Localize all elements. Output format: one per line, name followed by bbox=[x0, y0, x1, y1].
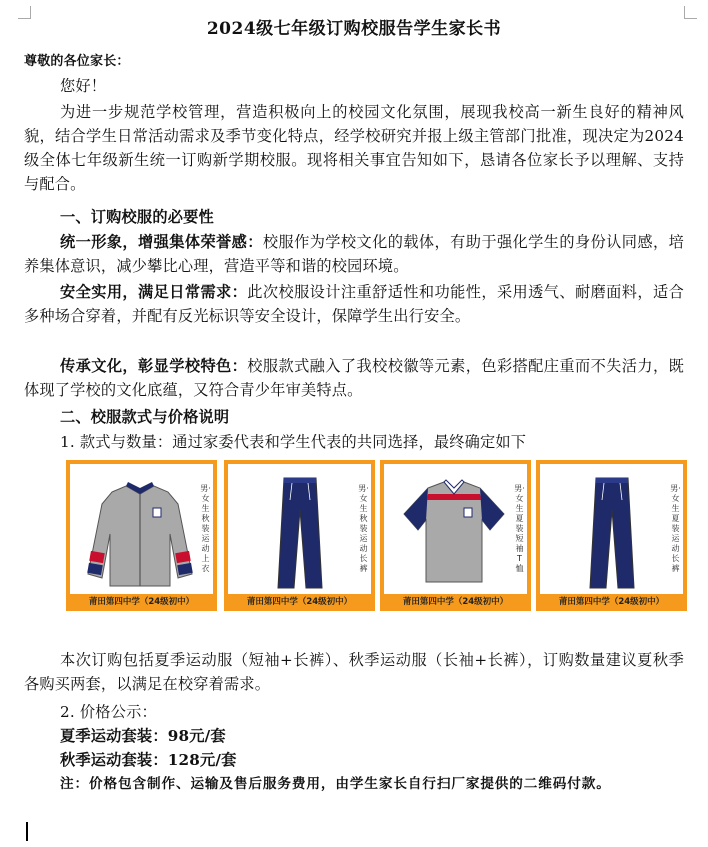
intro-paragraph: 为进一步规范学校管理，营造积极向上的校园文化氛围，展现我校高一新生良好的精神风貌，结合学生日常活动需求及季节变化特点，经学校研究并报上级主管部门批准，现决定为2024级全体七年级新生统一订购新学期校服。现将相关事宜告知如下，恳请各位家长予以理解、支持与配合。 bbox=[24, 103, 684, 193]
point-2-lead: 安全实用，满足日常需求： bbox=[60, 283, 248, 301]
section2-item1: 1. 款式与数量：通过家委代表和学生代表的共同选择，最终确定如下 bbox=[60, 433, 527, 451]
order-paragraph: 本次订购包括夏季运动服（短袖+长裤）、秋季运动服（长袖+长裤），订购数量建议夏秋季各购买两套，以满足在校穿着需求。 bbox=[24, 651, 684, 693]
card-1-caption: 莆田第四中学（24级初中） bbox=[88, 597, 195, 607]
section1-point-2 bbox=[24, 280, 684, 328]
card-3-label: 男·女生夏装短袖T恤 bbox=[514, 484, 525, 573]
section1-point-1 bbox=[24, 230, 684, 278]
text-cursor bbox=[26, 822, 28, 841]
uniform-card-summer-pants bbox=[536, 460, 687, 611]
uniform-card-tshirt bbox=[380, 460, 531, 611]
uniform-card-image bbox=[228, 464, 371, 594]
card-1-label: 男·女生秋装运动上衣 bbox=[200, 484, 211, 573]
point-3-text: 校服款式融入了我校校徽等元素，色彩搭配庄重而不失活力，既体现了学校的文化底蕴，又符合青少年审美特点。 bbox=[24, 357, 684, 399]
price-summer bbox=[24, 724, 684, 748]
section1-point-3 bbox=[24, 354, 684, 402]
uniform-card-autumn-pants bbox=[224, 460, 375, 611]
card-4-label: 男·女生夏装运动长裤 bbox=[670, 484, 681, 573]
greeting: 您好！ bbox=[60, 77, 107, 95]
section2-item2: 2. 价格公示： bbox=[60, 703, 157, 721]
document-title: 2024级七年级订购校服告学生家长书 bbox=[206, 19, 502, 39]
section1-heading: 一、订购校服的必要性 bbox=[60, 208, 214, 226]
card-2-label: 男·女生秋装运动长裤 bbox=[358, 484, 369, 573]
jacket-illustration bbox=[70, 464, 213, 594]
card-2-caption: 莆田第四中学（24级初中） bbox=[246, 597, 353, 607]
point-3-lead: 传承文化，彰显学校特色： bbox=[60, 357, 248, 375]
section2-heading: 二、校服款式与价格说明 bbox=[60, 408, 230, 426]
tshirt-illustration bbox=[384, 464, 527, 594]
pants-illustration bbox=[540, 464, 683, 594]
point-2-text: 此次校服设计注重舒适性和功能性，采用透气、耐磨面料，适合多种场合穿着，并配有反光标识等安全设计，保障学生出行安全。 bbox=[24, 283, 684, 325]
card-4-caption: 莆田第四中学（24级初中） bbox=[558, 597, 665, 607]
uniform-card-image bbox=[384, 464, 527, 594]
price-note: 注：价格包含制作、运输及售后服务费用，由学生家长自行扫厂家提供的二维码付款。 bbox=[60, 776, 611, 792]
uniform-card-image bbox=[70, 464, 213, 594]
uniform-card-jacket bbox=[66, 460, 217, 611]
card-3-caption: 莆田第四中学（24级初中） bbox=[402, 597, 509, 607]
price-summer-value: 98元/套 bbox=[167, 727, 226, 745]
price-autumn-value: 128元/套 bbox=[167, 751, 237, 769]
point-1-lead: 统一形象，增强集体荣誉感： bbox=[60, 233, 263, 251]
price-autumn bbox=[24, 748, 684, 772]
point-1-text: 校服作为学校文化的载体，有助于强化学生的身份认同感，培养集体意识，减少攀比心理，营造平等和谐的校园环境。 bbox=[24, 233, 684, 275]
pants-illustration bbox=[228, 464, 371, 594]
uniform-card-image bbox=[540, 464, 683, 594]
price-autumn-label: 秋季运动套装： bbox=[60, 751, 168, 769]
salutation: 尊敬的各位家长： bbox=[24, 54, 130, 69]
price-summer-label: 夏季运动套装： bbox=[60, 727, 168, 745]
